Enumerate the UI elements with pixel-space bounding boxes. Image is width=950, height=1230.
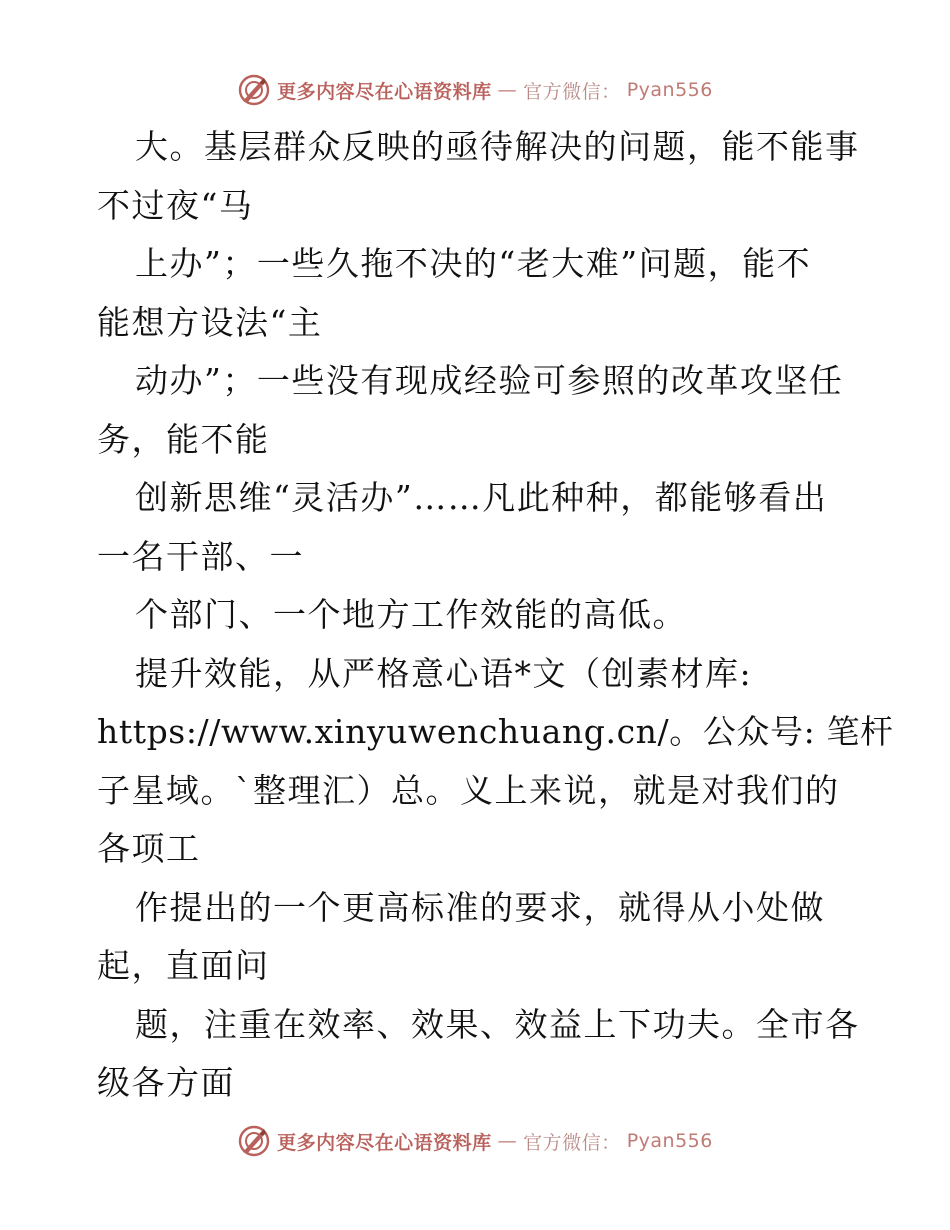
- footer-wechat-id: Pyan556: [626, 1130, 713, 1152]
- body-line: 一名干部、一: [97, 536, 304, 576]
- brand-logo-icon: [237, 73, 271, 107]
- body-line: 级各方面: [97, 1063, 235, 1102]
- header-brand-text: 更多内容尽在心语资料库: [277, 80, 492, 103]
- body-line: 务，能不能: [97, 419, 270, 459]
- body-line: 作提出的一个更高标准的要求，就得从小处做: [135, 887, 825, 927]
- footer-brand-text: 更多内容尽在心语资料库: [277, 1131, 492, 1154]
- body-line: 子星域。`整理汇）总。义上来说，就是对我们的: [97, 770, 840, 810]
- body-line: 提升效能，从严格意心语*文（创素材库:: [135, 653, 753, 693]
- document-body: [97, 118, 894, 1113]
- body-line: 不过夜“马: [97, 185, 254, 225]
- body-line-url: https://www.xinyuwenchuang.cn/。公众号: 笔杆: [97, 712, 894, 751]
- body-line: 上办”；一些久拖不决的“老大难”问题，能不: [135, 244, 812, 283]
- body-line: 能想方设法“主: [97, 302, 323, 342]
- body-line: 起，直面问: [97, 946, 270, 985]
- header-wechat-label: 官方微信：: [523, 80, 621, 103]
- body-line: 创新思维“灵活办”……凡此种种，都能够看出: [135, 478, 828, 517]
- footer-wechat-label: 官方微信：: [523, 1131, 621, 1154]
- footer-watermark: [0, 1121, 950, 1161]
- body-line: 个部门、一个地方工作效能的高低。: [135, 595, 687, 634]
- header-wechat-id: Pyan556: [626, 79, 713, 101]
- footer-dash: —: [497, 1130, 518, 1152]
- header-dash: —: [497, 79, 518, 101]
- brand-logo-icon: [237, 1124, 271, 1158]
- body-line: 动办”；一些没有现成经验可参照的改革攻坚任: [135, 361, 844, 400]
- body-line: 题，注重在效率、效果、效益上下功夫。全市各: [135, 1004, 860, 1044]
- header-watermark: [0, 70, 950, 110]
- body-line: 各项工: [97, 829, 201, 868]
- body-line: 大。基层群众反映的亟待解决的问题，能不能事: [135, 127, 860, 166]
